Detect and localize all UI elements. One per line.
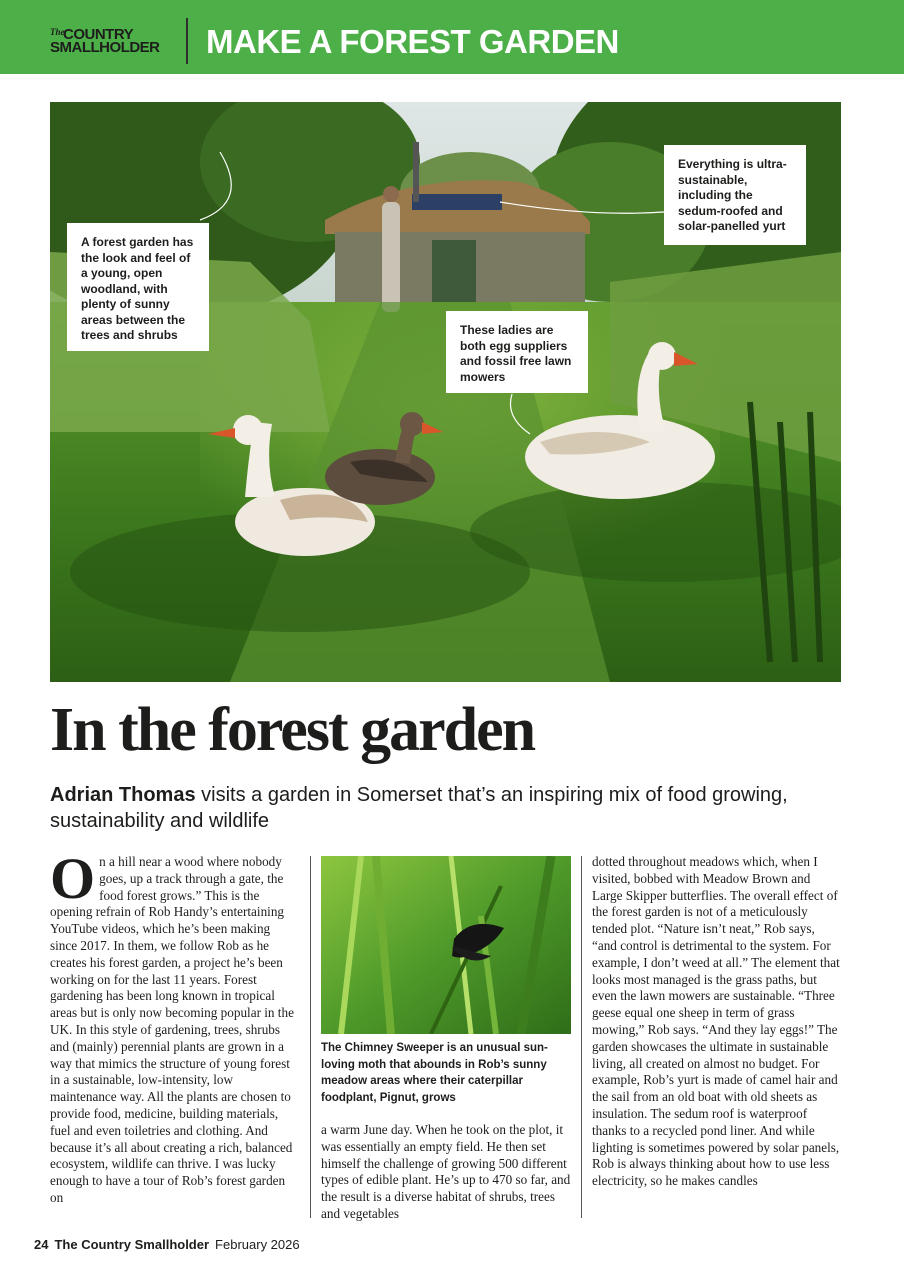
header-band	[0, 0, 904, 74]
footer-magazine-name: The Country Smallholder	[54, 1237, 210, 1252]
page-footer	[34, 1237, 300, 1253]
yurt-solar-panel	[412, 194, 502, 210]
standfirst-text: visits a garden in Somerset that’s an inspiring mix of food growing, sustainability and wildlife	[50, 784, 788, 832]
body-column-1	[50, 846, 300, 1207]
footer-issue: February 2026	[215, 1237, 300, 1252]
person-head	[383, 186, 399, 202]
inset-photo-moth	[321, 856, 571, 1034]
article-headline: In the forest garden	[50, 696, 535, 764]
logo-line-country: COUNTRY	[63, 26, 134, 43]
person	[382, 202, 400, 312]
standfirst-author: Adrian Thomas	[50, 784, 196, 806]
logo-line-smallholder: SMALLHOLDER	[50, 39, 160, 56]
article-standfirst	[50, 782, 840, 834]
goose-mid-head	[400, 412, 424, 436]
goose-right-head	[648, 342, 676, 370]
drop-cap: O	[50, 846, 96, 911]
moth-illustration	[321, 856, 571, 1034]
body-text-col3: dotted throughout meadows which, when I visited, bobbed with Meadow Brown and Large Skipper butterflies. The overall effect of the forest garden is not of a meticulously tended plot. “Nature isn’t neat,” Rob says, “and control is detrimental to the system. For example, I don’t weed at all.” The element that looks most managed is the grass paths, but even the lawn mowers are sustainable. “Three geese equal one sheep in term of grass mowing,” Rob says. “And they lay eggs!” The garden showcases the ultimate in sustainable living, all created on almost no budget. For example, Rob’s yurt is made of camel hair and the sail from an old boat with old sheets as insulation. The sedum roof is waterproof thanks to a recycled pond liner. And while lighting is sometimes powered by solar panels, Rob is always thinking about how to use less electricity, so he makes candles	[592, 854, 840, 1189]
column-rule-2	[581, 856, 582, 1218]
section-title: MAKE A FOREST GARDEN	[206, 23, 619, 60]
yurt-door	[432, 240, 476, 302]
inset-caption: The Chimney Sweeper is an unusual sun-loving moth that abounds in Rob’s sunny meadow areas where their caterpillar foodplant, Pignut, grows	[321, 1042, 548, 1104]
callout-forest-garden: A forest garden has the look and feel of a young, open woodland, with plenty of sunny areas between the trees and shrubs	[67, 223, 209, 351]
goose-left-head	[233, 415, 263, 445]
yurt-chimney	[413, 142, 419, 202]
logo-the: The	[50, 27, 65, 37]
callout-yurt: Everything is ultra-sustainable, including the sedum-roofed and solar-panelled yurt	[664, 145, 806, 245]
column-rule-1	[310, 856, 311, 1218]
body-text-col1: n a hill near a wood where nobody goes, up a track through a gate, the food forest grows.” This is the opening refrain of Rob Handy’s entertaining YouTube videos, which he’s been making since 2017. In them, we follow Rob as he creates his forest garden, a project he’s been working on for the last 11 years. Forest gardening has been long known in tropical areas but is only now becoming popular in the UK. In this style of gardening, trees, shrubs and (mainly) perennial plants are grown in a way that mimics the structure of young forest in a sustainable, low-intensity, low maintenance way. All the plants are chosen to provide food, medicine, building materials, fuel and even toiletries and clothing. And because it’s all about creating a rich, balanced ecosystem, wildlife can thrive. I was lucky enough to have a tour of Rob’s forest garden on	[50, 854, 294, 1205]
magazine-logo[interactable]	[50, 28, 170, 54]
page-number: 24	[34, 1237, 49, 1252]
body-column-2	[321, 1122, 571, 1223]
body-column-3	[592, 854, 842, 1190]
header-divider	[186, 18, 188, 64]
goose-right-body	[525, 415, 715, 499]
body-text-col2: a warm June day. When he took on the plot, it was essentially an empty field. He then set himself the challenge of growing 500 different types of edible plant. He’s up to 470 so far, and the result is a diverse habitat of shrubs, trees and vegetables	[321, 1122, 571, 1221]
callout-geese: These ladies are both egg suppliers and fossil free lawn mowers	[446, 311, 588, 393]
